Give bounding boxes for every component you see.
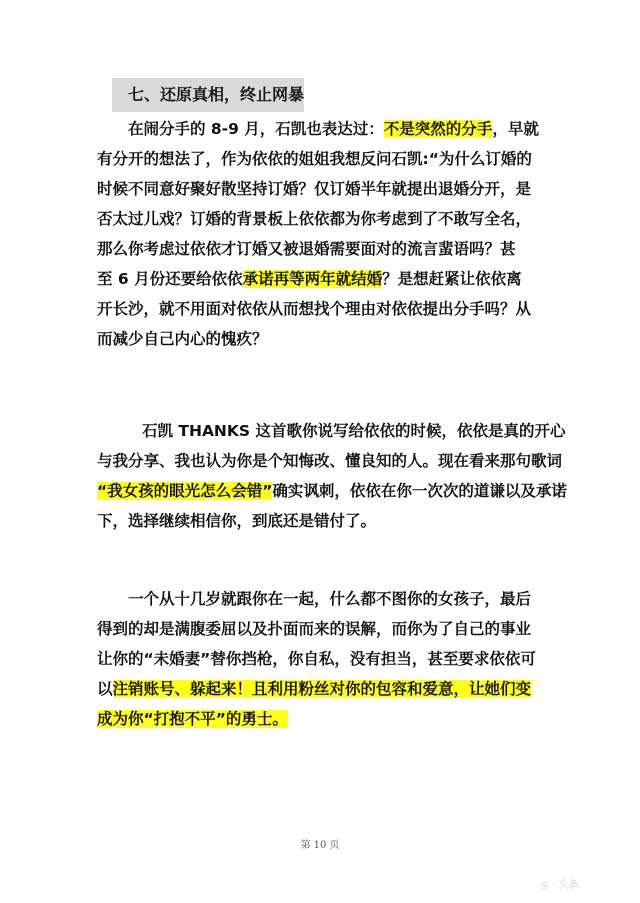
text-run: 至 6 月份还要给依依: [97, 270, 243, 288]
paragraph-line: 让你的“未婚妻”替你挡枪，你自私，没有担当，甚至要求依依可: [97, 650, 536, 668]
highlighted-text: 不是突然的分手: [383, 120, 493, 138]
text-run: 以: [97, 680, 113, 698]
paragraph-line: 与我分享、我也认为你是个知悔改、懂良知的人。现在看来那句歌词: [97, 452, 563, 470]
paragraph-line: [97, 264, 567, 294]
paragraph-line: 下，选择继续相信你，到底还是错付了。: [97, 512, 377, 530]
paragraph-line: 石凯 THANKS 这首歌你说写给依依的时候，依依是真的开心: [142, 422, 566, 440]
paragraph-line: 而减少自己内心的愧疚？: [97, 330, 268, 348]
paragraph-2: [97, 416, 567, 536]
paragraph-line: 否太过儿戏？订婚的背景板上依依都为你考虑到了不敢写全名，: [97, 210, 532, 228]
section-heading: 七、还原真相，终止网暴: [112, 78, 304, 112]
highlighted-text: 承诺再等两年就结婚: [242, 270, 383, 288]
paragraph-line: [97, 114, 567, 144]
paragraph-line: 那么你考虑过依依才订婚又被退婚需要面对的流言蜚语吗？甚: [97, 240, 516, 258]
paragraph-line: [97, 704, 567, 734]
highlighted-text: “我女孩的眼光怎么会错”: [97, 482, 273, 500]
text-run: 在闹分手的 8-9 月，石凯也表达过：: [128, 120, 384, 138]
paragraph-line: 开长沙，就不用面对依依从而想找个理由对依依提出分手吗？从: [97, 300, 532, 318]
paragraph-line: [97, 476, 567, 506]
text-run: 确实讽刺，依依在你一次次的道谦以及承诺: [272, 482, 567, 500]
paragraph-line: [97, 674, 567, 704]
paragraph-3: [97, 584, 567, 734]
paragraph-line: 有分开的想法了，作为依依的姐姐我想反问石凯:“为什么订婚的: [97, 150, 532, 168]
paragraph-line: 得到的却是满腹委屈以及扑面而来的误解，而你为了自己的事业: [97, 620, 532, 638]
highlighted-text: 注销账号、躲起来！且利用粉丝对你的包容和爱意，让她们变: [112, 680, 532, 698]
highlighted-text: 成为你“打抱不平”的勇士。: [97, 710, 288, 728]
page-number: 第 10 页: [300, 840, 340, 851]
text-run: ，早就: [492, 120, 539, 138]
watermark-logo: ◎ · 头条: [540, 880, 579, 891]
paragraph-line: 一个从十几岁就跟你在一起，什么都不图你的女孩子，最后: [128, 590, 532, 608]
text-run: ？是想赶紧让依依离: [382, 270, 522, 288]
paragraph-line: 时候不同意好聚好散坚持订婚？仅订婚半年就提出退婚分开，是: [97, 180, 532, 198]
paragraph-1: [97, 114, 567, 354]
